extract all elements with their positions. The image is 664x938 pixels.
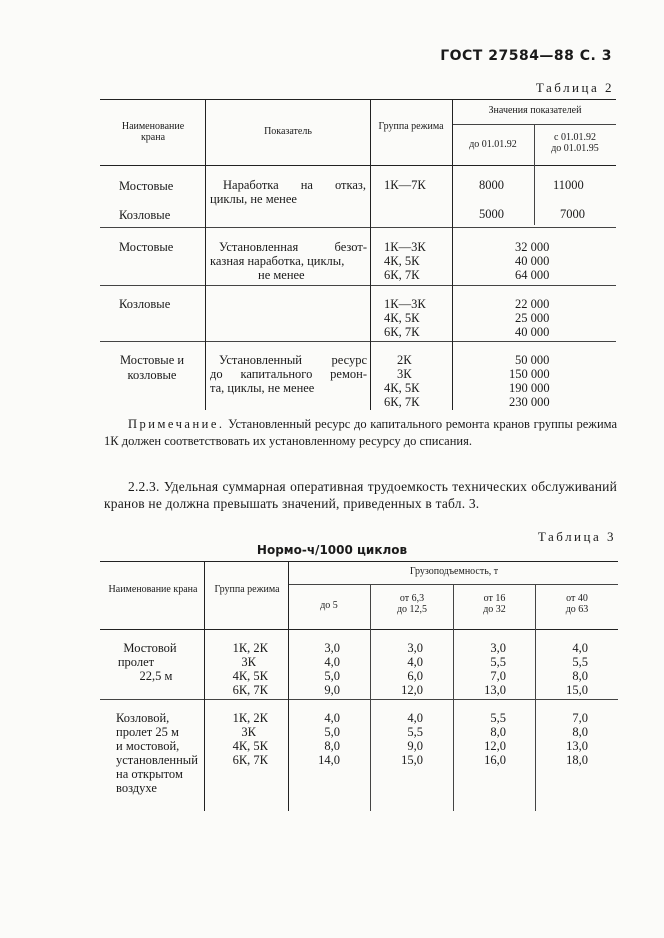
- t2-r5-group-3: 4К, 5К: [384, 381, 420, 395]
- t2-r4-group-2: 4К, 5К: [384, 311, 420, 325]
- t3-b1-r4-c3: 13,0: [484, 683, 506, 697]
- t3-b1-r4-c1: 9,0: [324, 683, 340, 697]
- t3-b2-r3-c2: 9,0: [407, 739, 423, 753]
- t3-b2-r4-c3: 16,0: [484, 753, 506, 767]
- t3-b1-group-1: 1К, 2К: [232, 641, 268, 655]
- t3-b1-crane-2: пролет: [117, 655, 155, 669]
- t3-b2-r1-c1: 4,0: [324, 711, 340, 725]
- t2-r4-group-1: 1К—3К: [384, 297, 426, 311]
- t3-b2-crane-2: пролет 25 м: [116, 725, 179, 739]
- t3-b1-r2-c2: 4,0: [407, 655, 423, 669]
- t3-b1-r2-c4: 5,5: [572, 655, 588, 669]
- t2-r2-val-after: 7000: [560, 207, 585, 221]
- t2-header-after-2: до 01.01.95: [551, 143, 599, 154]
- t2-r3-indicator-1: Установленная безот-: [219, 240, 367, 254]
- t3-b1-r4-c4: 15,0: [566, 683, 588, 697]
- t2-r5-val-4: 230 000: [509, 395, 550, 409]
- paragraph-text: Удельная суммарная оперативная трудоемкость технических обслуживаний кранов не должна превышать значений, приведенных в табл. 3.: [104, 479, 617, 511]
- t3-header-group: Группа режима: [214, 584, 280, 595]
- t2-header-indicator: Показатель: [264, 126, 312, 137]
- t3-b2-crane-3: и мостовой,: [116, 739, 180, 753]
- paragraph-number: 2.2.3.: [128, 479, 160, 494]
- t3-b1-group-2: 3К: [241, 655, 256, 669]
- t2-header-before: до 01.01.92: [469, 139, 517, 150]
- t3-b1-r3-c2: 6,0: [407, 669, 423, 683]
- t3-b2-r4-c1: 14,0: [318, 753, 340, 767]
- table2-note: [104, 416, 617, 450]
- t3-b1-r4-c2: 12,0: [401, 683, 423, 697]
- t2-r1-indicator-1: Наработка на отказ,: [223, 178, 366, 192]
- t3-b2-r1-c4: 7,0: [572, 711, 588, 725]
- t2-r4-group-3: 6К, 7К: [384, 325, 420, 339]
- t3-b1-r3-c1: 5,0: [324, 669, 340, 683]
- t2-r2-val-before: 5000: [479, 207, 504, 221]
- t2-r5-indicator-2: до капитального ремон-: [210, 367, 367, 381]
- t2-r1-crane: Мостовые: [119, 179, 174, 193]
- t2-header-group: Группа режима: [378, 121, 444, 132]
- t3-b2-group-4: 6К, 7К: [232, 753, 268, 767]
- t3-b1-r1-c2: 3,0: [407, 641, 423, 655]
- t2-r3-crane: Мостовые: [119, 240, 174, 254]
- t2-r3-indicator-2: казная наработка, циклы,: [210, 254, 345, 268]
- t2-r5-val-3: 190 000: [509, 381, 550, 395]
- t2-r1-val-after: 11000: [553, 178, 584, 192]
- t3-b2-r4-c4: 18,0: [566, 753, 588, 767]
- paragraph-2-2-3: [104, 478, 617, 512]
- t3-b1-r1-c4: 4,0: [572, 641, 588, 655]
- table2-caption: Таблица 2: [535, 80, 614, 95]
- t3-b1-crane-3: 22,5 м: [139, 669, 173, 683]
- t2-r4-val-2: 25 000: [515, 311, 550, 325]
- t3-b2-crane-5: на открытом: [116, 767, 183, 781]
- t3-header-cap-3b: до 32: [483, 604, 506, 615]
- t2-r5-indicator-3: та, циклы, не менее: [210, 381, 315, 395]
- t3-b2-crane-1: Козловой,: [116, 711, 170, 725]
- t3-b2-crane-4: установленный: [116, 753, 198, 767]
- t2-r5-val-2: 150 000: [509, 367, 550, 381]
- t2-r3-val-1: 32 000: [515, 240, 550, 254]
- t3-b1-r3-c3: 7,0: [490, 669, 506, 683]
- t3-b1-r1-c1: 3,0: [324, 641, 340, 655]
- t2-r5-val-1: 50 000: [515, 353, 550, 367]
- t3-b2-r3-c4: 13,0: [566, 739, 588, 753]
- table3-subtitle: Нормо-ч/1000 циклов: [256, 543, 408, 557]
- t3-b1-r2-c3: 5,5: [490, 655, 506, 669]
- t3-b2-r2-c2: 5,5: [407, 725, 423, 739]
- t3-header-capacity: Грузоподъемность, т: [409, 566, 499, 577]
- t3-b2-group-3: 4К, 5К: [232, 739, 268, 753]
- t2-r4-crane: Козловые: [119, 297, 171, 311]
- t2-r5-group-4: 6К, 7К: [384, 395, 420, 409]
- table3-caption: Таблица 3: [537, 529, 616, 544]
- note-label: Примечание.: [128, 417, 225, 431]
- t3-b1-r2-c1: 4,0: [324, 655, 340, 669]
- t2-r1-val-before: 8000: [479, 178, 504, 192]
- t3-b2-r2-c1: 5,0: [324, 725, 340, 739]
- t3-header-cap-2b: до 12,5: [396, 604, 428, 615]
- t2-header-after-1: с 01.01.92: [554, 132, 596, 143]
- t3-b1-crane-1: Мостовой: [123, 641, 177, 655]
- t3-header-cap-3a: от 16: [483, 593, 506, 604]
- t2-r3-group-3: 6К, 7К: [384, 268, 420, 282]
- t2-r5-group-2: 3К: [397, 367, 412, 381]
- t3-b2-crane-6: воздухе: [116, 781, 157, 795]
- t3-header-cap-4a: от 40: [566, 593, 588, 604]
- t2-r1-indicator-2: циклы, не менее: [210, 192, 297, 206]
- t3-b2-r2-c4: 8,0: [572, 725, 588, 739]
- t2-r3-val-3: 64 000: [515, 268, 550, 282]
- t2-header-crane: Наименование крана: [121, 121, 185, 143]
- t3-b1-r1-c3: 3,0: [490, 641, 506, 655]
- t3-b2-r1-c2: 4,0: [407, 711, 423, 725]
- t3-b2-r2-c3: 8,0: [490, 725, 506, 739]
- t2-r4-val-3: 40 000: [515, 325, 550, 339]
- t2-r3-group-2: 4К, 5К: [384, 254, 420, 268]
- t3-b1-group-3: 4К, 5К: [232, 669, 268, 683]
- t2-r2-crane: Козловые: [119, 208, 171, 222]
- t3-b1-group-4: 6К, 7К: [232, 683, 268, 697]
- t2-r5-crane: Мостовые и козловые: [119, 353, 185, 382]
- t2-r3-indicator-3: не менее: [258, 268, 305, 282]
- t3-header-cap-2a: от 6,3: [399, 593, 425, 604]
- t2-r5-indicator-1: Установленный ресурс: [219, 353, 367, 367]
- page-header: ГОСТ 27584—88 С. 3: [440, 48, 612, 64]
- t3-header-cap-4b: до 63: [565, 604, 589, 615]
- t2-header-values: Значения показателей: [488, 105, 582, 116]
- t2-r5-group-1: 2К: [397, 353, 412, 367]
- t3-b2-group-1: 1К, 2К: [232, 711, 268, 725]
- t3-b2-group-2: 3К: [241, 725, 256, 739]
- t3-header-crane: Наименование крана: [108, 584, 198, 595]
- t3-b1-r3-c4: 8,0: [572, 669, 588, 683]
- t3-header-cap-1: до 5: [320, 600, 338, 611]
- t3-b2-r3-c3: 12,0: [484, 739, 506, 753]
- t3-b2-r3-c1: 8,0: [324, 739, 340, 753]
- t2-r1-group: 1К—7К: [384, 178, 426, 192]
- t2-r3-val-2: 40 000: [515, 254, 550, 268]
- t3-b2-r1-c3: 5,5: [490, 711, 506, 725]
- t2-r4-val-1: 22 000: [515, 297, 550, 311]
- note-text: Установленный ресурс до капитального ремонта кранов группы режима 1К должен соответствовать их установленному ресурсу до списания.: [104, 417, 618, 448]
- t2-r3-group-1: 1К—3К: [384, 240, 426, 254]
- t3-b2-r4-c2: 15,0: [401, 753, 423, 767]
